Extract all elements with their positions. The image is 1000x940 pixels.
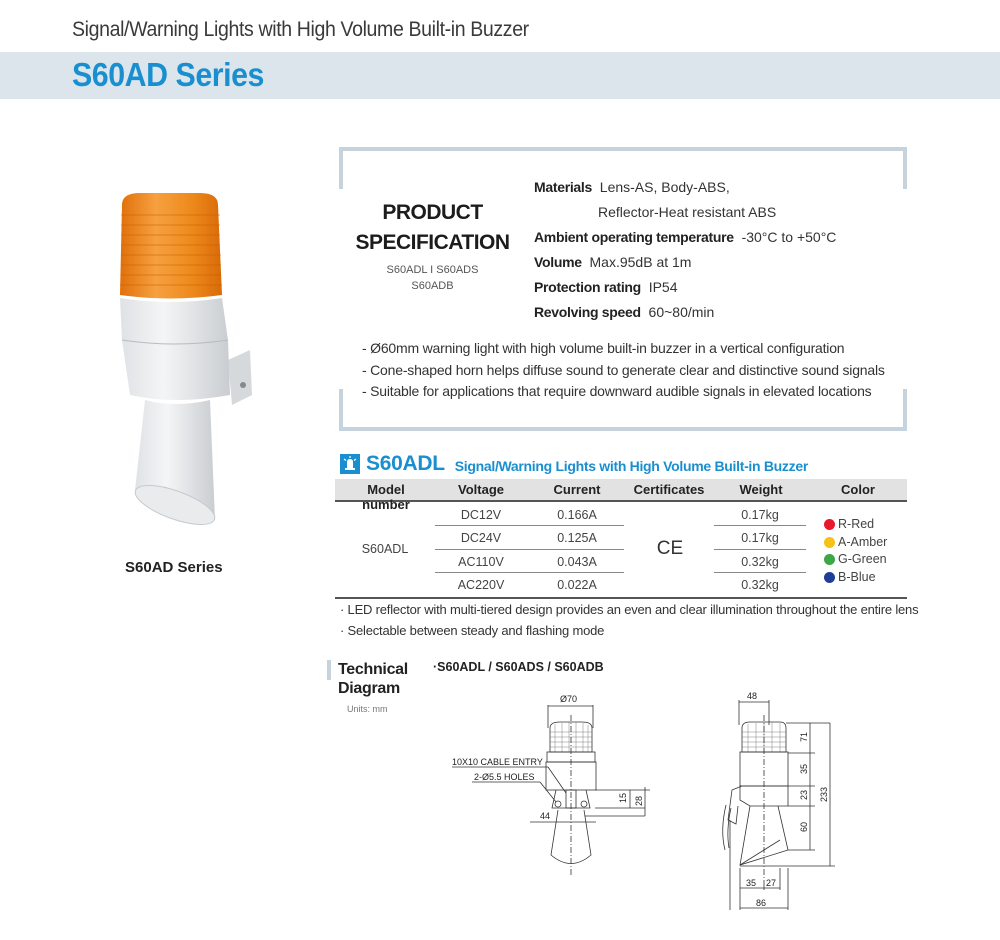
ce-certificate-icon: CE (656, 538, 684, 559)
spec-materials-cont (534, 201, 836, 226)
column-header: Model number (362, 482, 410, 512)
color-option-amber (824, 535, 887, 549)
units-label: Units: mm (347, 704, 388, 714)
spec-frame-corner (339, 147, 343, 189)
dim-bottom-35: 35 (746, 878, 757, 888)
product-image (100, 190, 280, 550)
diagram-models: ·S60ADL / S60ADS / S60ADB (433, 660, 604, 674)
model-description: Signal/Warning Lights with High Volume Built-in Buzzer (454, 458, 808, 474)
model-name: S60ADL (366, 452, 445, 475)
spec-value: Max.95dB at 1m (589, 254, 692, 270)
dim-bottom-27: 27 (766, 878, 777, 888)
dim-48: 48 (747, 691, 758, 701)
model-number-cell: S60ADL (361, 542, 409, 556)
row-divider (435, 525, 624, 526)
weight-cell: 0.32kg (741, 578, 779, 592)
spec-value: 60~80/min (648, 304, 715, 320)
spec-frame-corner (903, 389, 907, 431)
column-header: Weight (739, 482, 783, 497)
spec-temperature (534, 226, 836, 251)
models-line: S60ADB (411, 280, 454, 292)
weight-cell: 0.17kg (741, 531, 779, 545)
spec-label: Revolving speed (534, 304, 641, 320)
dim-15: 15 (618, 792, 628, 803)
dim-86: 86 (756, 898, 767, 908)
spec-frame (339, 147, 907, 151)
dim-35: 35 (799, 763, 809, 774)
spec-label: Ambient operating temperature (534, 229, 734, 245)
spec-frame (339, 427, 907, 431)
feature-list (362, 338, 885, 403)
spec-materials (534, 176, 836, 201)
page-subtitle: Signal/Warning Lights with High Volume Built-in Buzzer (72, 18, 529, 41)
spec-value: Lens-AS, Body-ABS, (599, 179, 730, 195)
technical-diagram-heading (338, 660, 408, 698)
amber-dot-icon (824, 537, 835, 548)
color-option-red (824, 517, 874, 531)
weight-cell: 0.17kg (741, 508, 779, 522)
model-heading (340, 452, 808, 476)
voltage-cell: AC110V (458, 555, 504, 569)
dim-28: 28 (634, 795, 644, 806)
weight-cell: 0.32kg (741, 555, 779, 569)
column-header: Certificates (633, 482, 705, 497)
heading-line: Diagram (338, 680, 400, 697)
voltage-cell: AC220V (457, 578, 505, 592)
voltage-cell: DC24V (460, 531, 502, 545)
current-cell: 0.125A (557, 531, 597, 545)
current-cell: 0.022A (557, 578, 597, 592)
spec-label: Volume (534, 254, 582, 270)
heading-line: PRODUCT (382, 201, 483, 224)
color-label: A-Amber (838, 535, 888, 549)
column-header: Voltage (458, 482, 504, 497)
row-divider (714, 525, 806, 526)
blue-dot-icon (824, 572, 835, 583)
warning-light-icon (340, 454, 360, 474)
feature-item: - Ø60mm warning light with high volume built-in buzzer in a vertical configuration (362, 340, 845, 356)
models-line: S60ADL I S60ADS (386, 264, 479, 276)
red-dot-icon (824, 519, 835, 530)
model-notes (340, 600, 918, 641)
dim-44: 44 (540, 811, 551, 821)
spec-value: IP54 (648, 279, 678, 295)
spec-list (534, 176, 836, 326)
spec-revolving-speed (534, 301, 836, 326)
color-option-green (824, 552, 887, 566)
spec-models (350, 262, 515, 294)
color-label: G-Green (838, 552, 887, 566)
spec-label: Materials (534, 179, 592, 195)
page-title: S60AD Series (72, 56, 264, 93)
feature-item: - Suitable for applications that require downward audible signals in elevated locations (362, 383, 872, 399)
row-divider (714, 549, 806, 550)
green-dot-icon (824, 554, 835, 565)
current-cell: 0.043A (557, 555, 597, 569)
spec-value: Reflector-Heat resistant ABS (598, 204, 777, 220)
heading-line: SPECIFICATION (355, 231, 510, 254)
color-option-blue (824, 570, 876, 584)
dim-60: 60 (799, 821, 809, 832)
product-caption: S60AD Series (125, 559, 223, 576)
dim-cable-entry: 10X10 CABLE ENTRY (452, 757, 543, 767)
spec-frame-corner (339, 389, 343, 431)
dim-233: 233 (819, 786, 829, 802)
section-marker (327, 660, 331, 680)
table-header (335, 479, 907, 512)
note-item: · Selectable between steady and flashing mode (340, 622, 605, 638)
column-header: Color (841, 482, 875, 497)
spec-volume (534, 251, 836, 276)
dim-diameter: Ø70 (560, 694, 578, 704)
spec-frame-corner (903, 147, 907, 189)
technical-drawing (420, 690, 870, 940)
feature-item: - Cone-shaped horn helps diffuse sound to generate clear and distinctive sound signals (362, 361, 885, 378)
spec-label: Protection rating (534, 279, 641, 295)
voltage-cell: DC12V (460, 508, 502, 522)
dim-holes: 2-Ø5.5 HOLES (474, 772, 535, 782)
column-header: Current (553, 482, 601, 497)
table-bottom-border (335, 597, 907, 599)
heading-line: Technical (338, 661, 408, 678)
row-divider (435, 572, 624, 573)
spec-protection (534, 276, 836, 301)
dim-71: 71 (799, 731, 809, 742)
color-label: R-Red (838, 517, 875, 531)
note-item: · LED reflector with multi-tiered design provides an even and clear illumination throughout the entire lens (340, 602, 919, 617)
color-label: B-Blue (838, 570, 876, 584)
spec-value: -30°C to +50°C (741, 229, 837, 245)
product-specification-heading (350, 198, 515, 258)
row-divider (435, 549, 624, 550)
row-divider (714, 572, 806, 573)
dim-23: 23 (799, 789, 809, 800)
current-cell: 0.166A (557, 508, 597, 522)
